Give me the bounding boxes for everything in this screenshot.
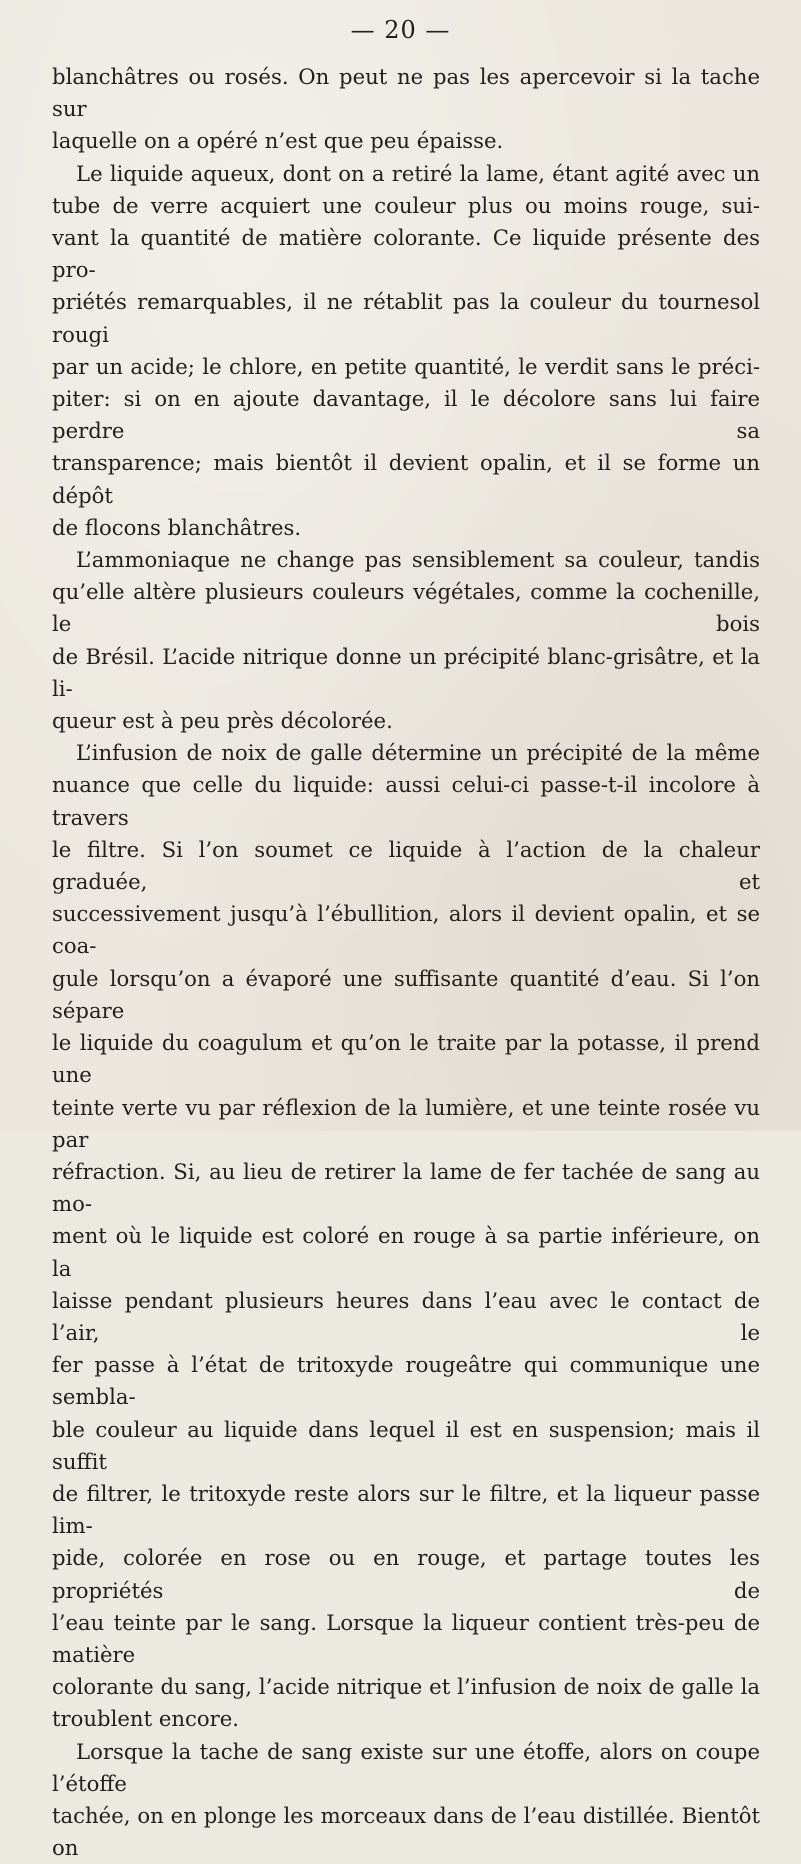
text-line: l’eau teinte par le sang. Lorsque la liqueur contient très-peu de matière [52,1609,760,1667]
text-line: le filtre. Si l’on soumet ce liquide à l’action de la chaleur graduée, et [52,836,760,895]
text-line: gule lorsqu’on a évaporé une suffisante quantité d’eau. Si l’on sépare [52,965,760,1023]
text-line: troublent encore. [52,1706,240,1732]
text-line: L’ammoniaque ne change pas sensiblement sa couleur, tandis [76,547,760,573]
body-text [52,61,760,1864]
text-line: de flocons blanchâtres. [52,514,302,540]
text-line: de filtrer, le tritoxyde reste alors sur le filtre, et la liqueur passe lim- [52,1480,760,1539]
text-line: colorante du sang, l’acide nitrique et l’infusion de noix de galle la [52,1674,760,1700]
text-line: L’infusion de noix de galle détermine un précipité de la même [76,740,760,766]
text-line: laquelle on a opéré n’est que peu épaisse. [52,128,504,154]
text-line: par un acide; le chlore, en petite quantité, le verdit sans le préci- [52,353,760,379]
text-line: de Brésil. L’acide nitrique donne un précipité blanc-grisâtre, et la li- [52,643,760,701]
page-number: — 20 — [350,16,451,44]
text-line: réfraction. Si, au lieu de retirer la lame de fer tachée de sang au mo- [52,1158,760,1217]
text-line: vant la quantité de matière colorante. Ce liquide présente des pro- [52,225,760,283]
text-line: fer passe à l’état de tritoxyde rougeâtre qui communique une sembla- [52,1352,760,1410]
text-line: piter: si on en ajoute davantage, il le décolore sans lui faire perdre sa [52,386,760,444]
text-line: nuance que celle du liquide: aussi celui-ci passe-t-il incolore à travers [52,772,760,830]
text-line: successivement jusqu’à l’ébullition, alors il devient opalin, et se coa- [52,901,760,959]
text-line: Lorsque la tache de sang existe sur une étoffe, alors on coupe l’étoffe [52,1738,760,1796]
text-line: priétés remarquables, il ne rétablit pas la couleur du tournesol rougi [52,289,760,347]
text-line: tube de verre acquiert une couleur plus ou moins rouge, sui- [52,192,760,218]
text-line: ment où le liquide est coloré en rouge à sa partie inférieure, on la [52,1223,760,1281]
text-line: laisse pendant plusieurs heures dans l’eau avec le contact de l’air, le [52,1287,760,1345]
text-line: tachée, on en plonge les morceaux dans de l’eau distillée. Bientôt on [52,1802,760,1861]
text-line: transparence; mais bientôt il devient opalin, et il se forme un dépôt [52,450,760,508]
text-line: le liquide du coagulum et qu’on le traite par la potasse, il prend une [52,1030,760,1088]
text-line: pide, colorée en rose ou en rouge, et partage toutes les propriétés de [52,1545,760,1603]
text-line: blanchâtres ou rosés. On peut ne pas les apercevoir si la tache sur [52,64,760,122]
text-line: ble couleur au liquide dans lequel il est en suspension; mais il suffit [52,1416,760,1474]
text-line: qu’elle altère plusieurs couleurs végétales, comme la cochenille, le bois [52,579,760,637]
text-line: queur est à peu près décolorée. [52,708,393,734]
text-line: Le liquide aqueux, dont on a retiré la lame, étant agité avec un [76,160,760,186]
text-line: teinte verte vu par réflexion de la lumière, et une teinte rosée vu par [52,1094,760,1152]
